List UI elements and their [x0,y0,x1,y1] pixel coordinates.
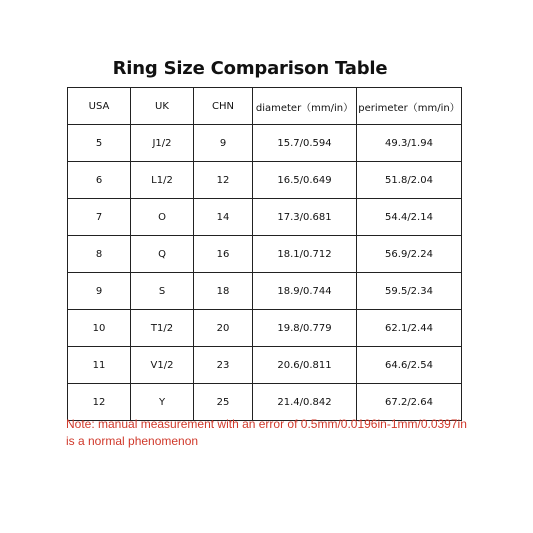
page-title: Ring Size Comparison Table [112,58,388,79]
cell-diameter: 17.3/0.681 [253,199,357,236]
cell-uk: L1/2 [131,162,194,199]
cell-perimeter: 64.6/2.54 [357,347,462,384]
table-row [68,236,462,273]
table-row [68,125,462,162]
cell-diameter: 21.4/0.842 [253,384,357,421]
cell-uk: J1/2 [131,125,194,162]
cell-uk: Q [131,236,194,273]
cell-perimeter: 56.9/2.24 [357,236,462,273]
cell-usa: 11 [68,347,131,384]
table-header-row [68,88,462,125]
cell-chn: 9 [194,125,253,162]
table-row [68,162,462,199]
table-row [68,310,462,347]
cell-uk: Y [131,384,194,421]
cell-usa: 7 [68,199,131,236]
cell-chn: 23 [194,347,253,384]
cell-chn: 12 [194,162,253,199]
cell-chn: 20 [194,310,253,347]
cell-usa: 10 [68,310,131,347]
header-diameter: diameter（mm/in） [253,88,357,125]
cell-uk: V1/2 [131,347,194,384]
cell-usa: 5 [68,125,131,162]
cell-chn: 18 [194,273,253,310]
cell-usa: 6 [68,162,131,199]
cell-usa: 8 [68,236,131,273]
cell-perimeter: 54.4/2.14 [357,199,462,236]
cell-perimeter: 59.5/2.34 [357,273,462,310]
cell-chn: 14 [194,199,253,236]
ring-size-table [67,87,462,421]
header-chn: CHN [194,88,253,125]
cell-chn: 16 [194,236,253,273]
table-row [68,273,462,310]
cell-usa: 12 [68,384,131,421]
cell-diameter: 20.6/0.811 [253,347,357,384]
header-perimeter: perimeter（mm/in） [357,88,462,125]
cell-perimeter: 49.3/1.94 [357,125,462,162]
cell-diameter: 18.9/0.744 [253,273,357,310]
cell-diameter: 16.5/0.649 [253,162,357,199]
cell-diameter: 15.7/0.594 [253,125,357,162]
cell-chn: 25 [194,384,253,421]
cell-uk: O [131,199,194,236]
cell-uk: S [131,273,194,310]
table-row [68,347,462,384]
header-uk: UK [131,88,194,125]
cell-diameter: 18.1/0.712 [253,236,357,273]
cell-usa: 9 [68,273,131,310]
table-row [68,384,462,421]
header-usa: USA [68,88,131,125]
cell-diameter: 19.8/0.779 [253,310,357,347]
table-row [68,199,462,236]
measurement-note: Note: manual measurement with an error of 0.5mm/0.0196in-1mm/0.0397in is a normal phenomenon [66,417,467,448]
cell-perimeter: 67.2/2.64 [357,384,462,421]
cell-perimeter: 62.1/2.44 [357,310,462,347]
cell-uk: T1/2 [131,310,194,347]
cell-perimeter: 51.8/2.04 [357,162,462,199]
